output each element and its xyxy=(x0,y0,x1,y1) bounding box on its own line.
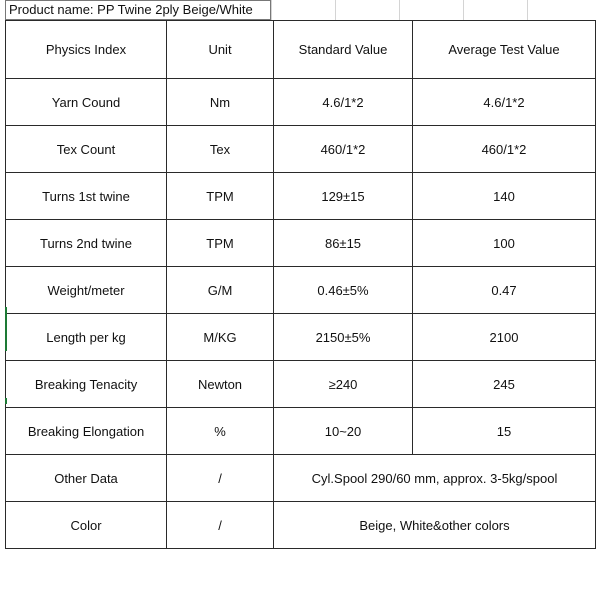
gridline xyxy=(527,0,528,20)
cell-standard[interactable]: 86±15 xyxy=(274,220,413,267)
cell-unit[interactable]: M/KG xyxy=(167,314,274,361)
table-row-merged xyxy=(6,455,596,502)
cell-standard[interactable]: 0.46±5% xyxy=(274,267,413,314)
cell-unit[interactable]: / xyxy=(167,502,274,549)
cell-standard[interactable]: 2150±5% xyxy=(274,314,413,361)
cell-index[interactable]: Yarn Cound xyxy=(6,79,167,126)
cell-standard[interactable]: 129±15 xyxy=(274,173,413,220)
selection-marker xyxy=(5,398,7,404)
cell-average[interactable]: 460/1*2 xyxy=(413,126,596,173)
cell-unit[interactable]: / xyxy=(167,455,274,502)
cell-average[interactable]: 100 xyxy=(413,220,596,267)
cell-average[interactable]: 15 xyxy=(413,408,596,455)
cell-unit[interactable]: Nm xyxy=(167,79,274,126)
header-average-test-value[interactable]: Average Test Value xyxy=(413,21,596,79)
cell-index[interactable]: Color xyxy=(6,502,167,549)
cell-merged-value[interactable]: Beige, White&other colors xyxy=(274,502,596,549)
table-row xyxy=(6,126,596,173)
cell-merged-value[interactable]: Cyl.Spool 290/60 mm, approx. 3-5kg/spool xyxy=(274,455,596,502)
cell-average[interactable]: 245 xyxy=(413,361,596,408)
table-row xyxy=(6,173,596,220)
gridline xyxy=(463,0,464,20)
cell-unit[interactable]: % xyxy=(167,408,274,455)
cell-index[interactable]: Breaking Tenacity xyxy=(6,361,167,408)
cell-average[interactable]: 0.47 xyxy=(413,267,596,314)
cell-index[interactable]: Breaking Elongation xyxy=(6,408,167,455)
cell-average[interactable]: 2100 xyxy=(413,314,596,361)
spec-sheet xyxy=(5,2,595,590)
cell-standard[interactable]: 460/1*2 xyxy=(274,126,413,173)
cell-average[interactable]: 4.6/1*2 xyxy=(413,79,596,126)
spec-table xyxy=(5,20,596,549)
table-row xyxy=(6,361,596,408)
cell-unit[interactable]: Tex xyxy=(167,126,274,173)
cell-average[interactable]: 140 xyxy=(413,173,596,220)
cell-unit[interactable]: Newton xyxy=(167,361,274,408)
gridline xyxy=(399,0,400,20)
table-row xyxy=(6,267,596,314)
gridline xyxy=(335,0,336,20)
header-physics-index[interactable]: Physics Index xyxy=(6,21,167,79)
cell-index[interactable]: Other Data xyxy=(6,455,167,502)
table-row-merged xyxy=(6,502,596,549)
cell-unit[interactable]: G/M xyxy=(167,267,274,314)
table-row xyxy=(6,408,596,455)
cell-unit[interactable]: TPM xyxy=(167,220,274,267)
cell-index[interactable]: Weight/meter xyxy=(6,267,167,314)
header-unit[interactable]: Unit xyxy=(167,21,274,79)
cell-standard[interactable]: 10~20 xyxy=(274,408,413,455)
cell-index[interactable]: Length per kg xyxy=(6,314,167,361)
cell-unit[interactable]: TPM xyxy=(167,173,274,220)
product-name-cell[interactable]: Product name: PP Twine 2ply Beige/White xyxy=(5,0,271,20)
cell-standard[interactable]: ≥240 xyxy=(274,361,413,408)
table-row xyxy=(6,314,596,361)
selection-marker xyxy=(5,307,7,351)
cell-index[interactable]: Turns 2nd twine xyxy=(6,220,167,267)
cell-index[interactable]: Turns 1st twine xyxy=(6,173,167,220)
table-row xyxy=(6,220,596,267)
table-row xyxy=(6,79,596,126)
gridline xyxy=(271,0,272,20)
cell-index[interactable]: Tex Count xyxy=(6,126,167,173)
table-header-row xyxy=(6,21,596,79)
header-standard-value[interactable]: Standard Value xyxy=(274,21,413,79)
cell-standard[interactable]: 4.6/1*2 xyxy=(274,79,413,126)
